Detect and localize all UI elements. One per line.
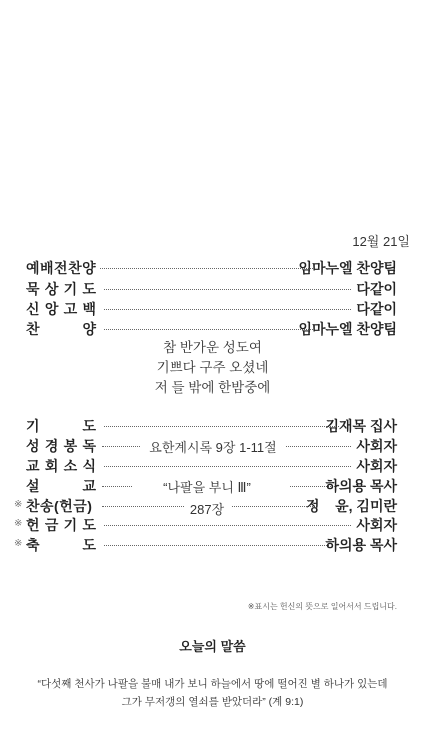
standing-mark: ※ — [14, 538, 23, 549]
order-label: 축 도 — [26, 537, 96, 553]
order-leader: 임마누엘 찬양팀 — [298, 260, 397, 276]
dotted-leader — [104, 426, 339, 427]
praise-song-title: 참 반가운 성도여 — [163, 340, 262, 355]
order-item-prelude-praise — [0, 258, 425, 278]
order-item-offering-prayer — [0, 515, 425, 535]
standing-mark: ※ — [14, 499, 23, 510]
dotted-leader — [104, 466, 351, 467]
standing-mark: ※ — [14, 518, 23, 529]
order-leader: 사회자 — [356, 458, 397, 474]
order-item-offering-hymn — [0, 496, 425, 516]
scripture-reference: 요한계시록 9장 1-11절 — [149, 440, 277, 455]
verse-line: “다섯째 천사가 나팔을 불매 내가 보니 하늘에서 땅에 떨어진 별 하나가 있는데 — [37, 678, 388, 690]
dotted-leader — [104, 545, 329, 546]
order-label: 기 도 — [26, 418, 96, 434]
dotted-leader — [102, 486, 132, 487]
order-leader: 다같이 — [356, 301, 397, 317]
dotted-leader — [104, 289, 351, 290]
order-label: 헌 금 기 도 — [26, 517, 96, 533]
verse-line: 그가 무저갱의 열쇠를 받았더라” (계 9:1) — [121, 696, 304, 708]
dotted-leader — [232, 506, 317, 507]
order-label: 예배전찬양 — [26, 260, 97, 276]
order-item-sermon — [0, 476, 425, 496]
order-leader: 임마누엘 찬양팀 — [298, 321, 397, 337]
order-leader: 하의용 목사 — [325, 537, 397, 553]
standing-note: ※표시는 헌신의 뜻으로 일어서서 드립니다. — [247, 602, 397, 611]
order-label: 성 경 봉 독 — [26, 438, 96, 454]
order-item-announcements — [0, 456, 425, 476]
todays-word-title: 오늘의 말씀 — [179, 639, 246, 654]
dotted-leader — [104, 525, 351, 526]
order-label: 교 회 소 식 — [26, 458, 96, 474]
order-label: 찬 양 — [26, 321, 96, 337]
order-item-prayer — [0, 416, 425, 436]
dotted-leader — [104, 309, 351, 310]
service-date: 12월 21일 — [352, 234, 410, 249]
order-leader: 김재목 집사 — [325, 418, 397, 434]
sermon-title: “나팔을 부니 Ⅲ” — [163, 480, 251, 495]
order-leader: 사회자 — [356, 517, 397, 533]
order-item-praise — [0, 319, 425, 339]
dotted-leader — [102, 506, 184, 507]
dotted-leader — [104, 329, 313, 330]
dotted-leader — [286, 446, 351, 447]
praise-song-title: 기쁘다 구주 오셨네 — [156, 360, 269, 375]
order-label: 신 앙 고 백 — [26, 301, 96, 317]
order-label: 찬송(헌금) — [26, 498, 93, 514]
order-leader: 다같이 — [356, 281, 397, 297]
hymn-number: 287장 — [189, 502, 225, 517]
order-item-scripture-reading — [0, 436, 425, 456]
order-item-benediction — [0, 535, 425, 555]
order-item-creed — [0, 299, 425, 319]
order-label: 묵 상 기 도 — [26, 281, 96, 297]
order-label: 설 교 — [26, 478, 96, 494]
order-leader: 정 윤, 김미란 — [306, 498, 397, 514]
dotted-leader — [100, 268, 313, 269]
dotted-leader — [102, 446, 140, 447]
praise-song-title: 저 들 밖에 한밤중에 — [154, 380, 271, 395]
order-item-silent-prayer — [0, 279, 425, 299]
order-leader: 사회자 — [356, 438, 397, 454]
order-leader: 하의용 목사 — [325, 478, 397, 494]
